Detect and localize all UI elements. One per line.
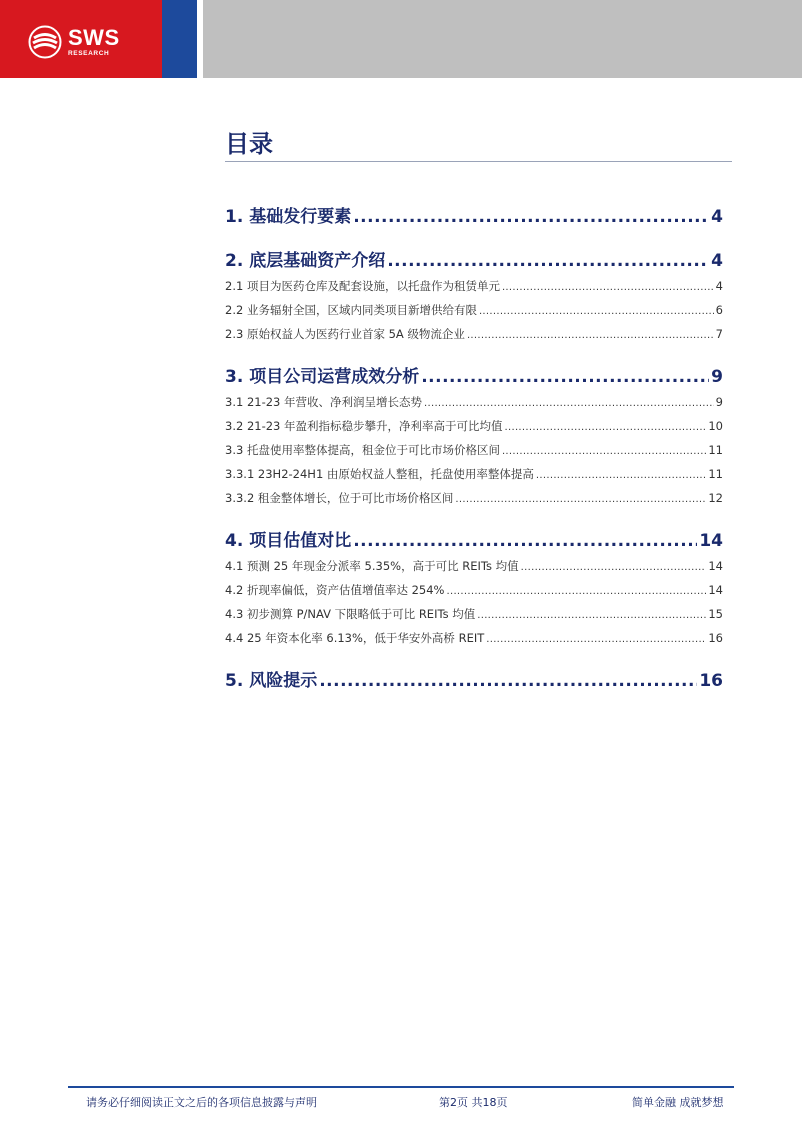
toc-subsection-entry[interactable] — [225, 302, 723, 326]
footer-page-number: 第2页 共18页 — [439, 1096, 508, 1109]
toc-entry-page: 14 — [708, 583, 723, 597]
toc-entry-page: 12 — [708, 491, 723, 505]
toc-dot-leader — [319, 671, 697, 691]
toc-entry-page: 9 — [715, 395, 723, 409]
toc-entry-title: 3.2 21-23 年盈利指标稳步攀升，净利率高于可比均值 — [225, 419, 503, 433]
toc-entry-title: 2.1 项目为医药仓库及配套设施，以托盘作为租赁单元 — [225, 279, 500, 293]
toc-section-entry[interactable] — [225, 362, 723, 394]
toc-spacer — [225, 514, 723, 524]
toc-dot-leader — [479, 306, 714, 317]
toc-entry-page: 14 — [708, 559, 723, 573]
toc-entry-title: 4. 项目估值对比 — [225, 531, 352, 551]
toc-dot-leader — [353, 207, 709, 227]
header-blue-block — [162, 0, 197, 78]
toc-entry-title: 3.1 21-23 年营收、净利润呈增长态势 — [225, 395, 423, 409]
toc-dot-leader — [502, 446, 706, 457]
toc-entry-title: 3.3.2 租金整体增长，位于可比市场价格区间 — [225, 491, 454, 505]
toc-subsection-entry[interactable] — [225, 606, 723, 630]
toc-entry-page: 16 — [699, 671, 723, 691]
toc-dot-leader — [477, 610, 706, 621]
toc-entry-title: 4.4 25 年资本化率 6.13%，低于华安外高桥 REIT — [225, 631, 485, 645]
toc-entry-title: 3.3 托盘使用率整体提高，租金位于可比市场价格区间 — [225, 443, 500, 457]
toc-entry-page: 15 — [708, 607, 723, 621]
toc-entry-title: 1. 基础发行要素 — [225, 207, 352, 227]
toc-dot-leader — [486, 634, 706, 645]
sws-swirl-icon — [28, 25, 62, 59]
toc-entry-title: 4.1 预测 25 年现金分派率 5.35%，高于可比 REITs 均值 — [225, 559, 519, 573]
toc-subsection-entry[interactable] — [225, 418, 723, 442]
toc-subsection-entry[interactable] — [225, 442, 723, 466]
toc-entry-page: 6 — [715, 303, 723, 317]
footer-divider — [68, 1086, 734, 1088]
toc-section-entry[interactable] — [225, 666, 723, 698]
footer-slogan: 简单金融 成就梦想 — [632, 1096, 724, 1109]
toc-spacer — [225, 234, 723, 244]
toc-entry-page: 11 — [708, 467, 723, 481]
toc-dot-leader — [536, 470, 706, 481]
toc-dot-leader — [387, 251, 709, 271]
table-of-contents — [225, 200, 723, 698]
toc-section-entry[interactable] — [225, 202, 723, 234]
toc-dot-leader — [421, 367, 709, 387]
toc-entry-title: 2. 底层基础资产介绍 — [225, 251, 386, 271]
toc-dot-leader — [424, 398, 714, 409]
toc-entry-page: 4 — [711, 207, 723, 227]
toc-entry-page: 9 — [711, 367, 723, 387]
toc-entry-title: 3. 项目公司运营成效分析 — [225, 367, 420, 387]
page-title: 目录 — [225, 130, 273, 158]
toc-section-entry[interactable] — [225, 246, 723, 278]
toc-spacer — [225, 654, 723, 664]
toc-subsection-entry[interactable] — [225, 558, 723, 582]
toc-entry-page: 10 — [708, 419, 723, 433]
toc-entry-page: 11 — [708, 443, 723, 457]
toc-subsection-entry[interactable] — [225, 582, 723, 606]
toc-subsection-entry[interactable] — [225, 278, 723, 302]
toc-entry-title: 4.2 折现率偏低，资产估值增值率达 254% — [225, 583, 445, 597]
toc-entry-title: 5. 风险提示 — [225, 671, 318, 691]
title-divider — [225, 161, 732, 162]
toc-subsection-entry[interactable] — [225, 466, 723, 490]
toc-entry-title: 4.3 初步测算 P/NAV 下限略低于可比 REITs 均值 — [225, 607, 476, 621]
toc-entry-page: 4 — [711, 251, 723, 271]
logo-wordmark: SWS — [68, 24, 120, 50]
logo-subtitle: RESEARCH — [68, 49, 110, 57]
toc-entry-page: 14 — [699, 531, 723, 551]
header-gray-band — [203, 0, 802, 78]
toc-subsection-entry[interactable] — [225, 490, 723, 514]
toc-dot-leader — [467, 330, 714, 341]
toc-entry-page: 4 — [715, 279, 723, 293]
toc-dot-leader — [446, 586, 706, 597]
toc-subsection-entry[interactable] — [225, 326, 723, 350]
toc-subsection-entry[interactable] — [225, 394, 723, 418]
toc-dot-leader — [502, 282, 714, 293]
toc-section-entry[interactable] — [225, 526, 723, 558]
toc-spacer — [225, 350, 723, 360]
toc-dot-leader — [353, 531, 697, 551]
toc-entry-title: 2.2 业务辐射全国，区域内同类项目新增供给有限 — [225, 303, 477, 317]
toc-dot-leader — [455, 494, 706, 505]
toc-subsection-entry[interactable] — [225, 630, 723, 654]
toc-entry-page: 7 — [715, 327, 723, 341]
toc-entry-page: 16 — [708, 631, 723, 645]
sws-logo — [28, 25, 120, 59]
toc-dot-leader — [505, 422, 707, 433]
toc-entry-title: 3.3.1 23H2-24H1 由原始权益人整租，托盘使用率整体提高 — [225, 467, 534, 481]
toc-dot-leader — [521, 562, 707, 573]
footer-disclaimer: 请务必仔细阅读正文之后的各项信息披露与声明 — [86, 1096, 317, 1109]
toc-entry-title: 2.3 原始权益人为医药行业首家 5A 级物流企业 — [225, 327, 465, 341]
